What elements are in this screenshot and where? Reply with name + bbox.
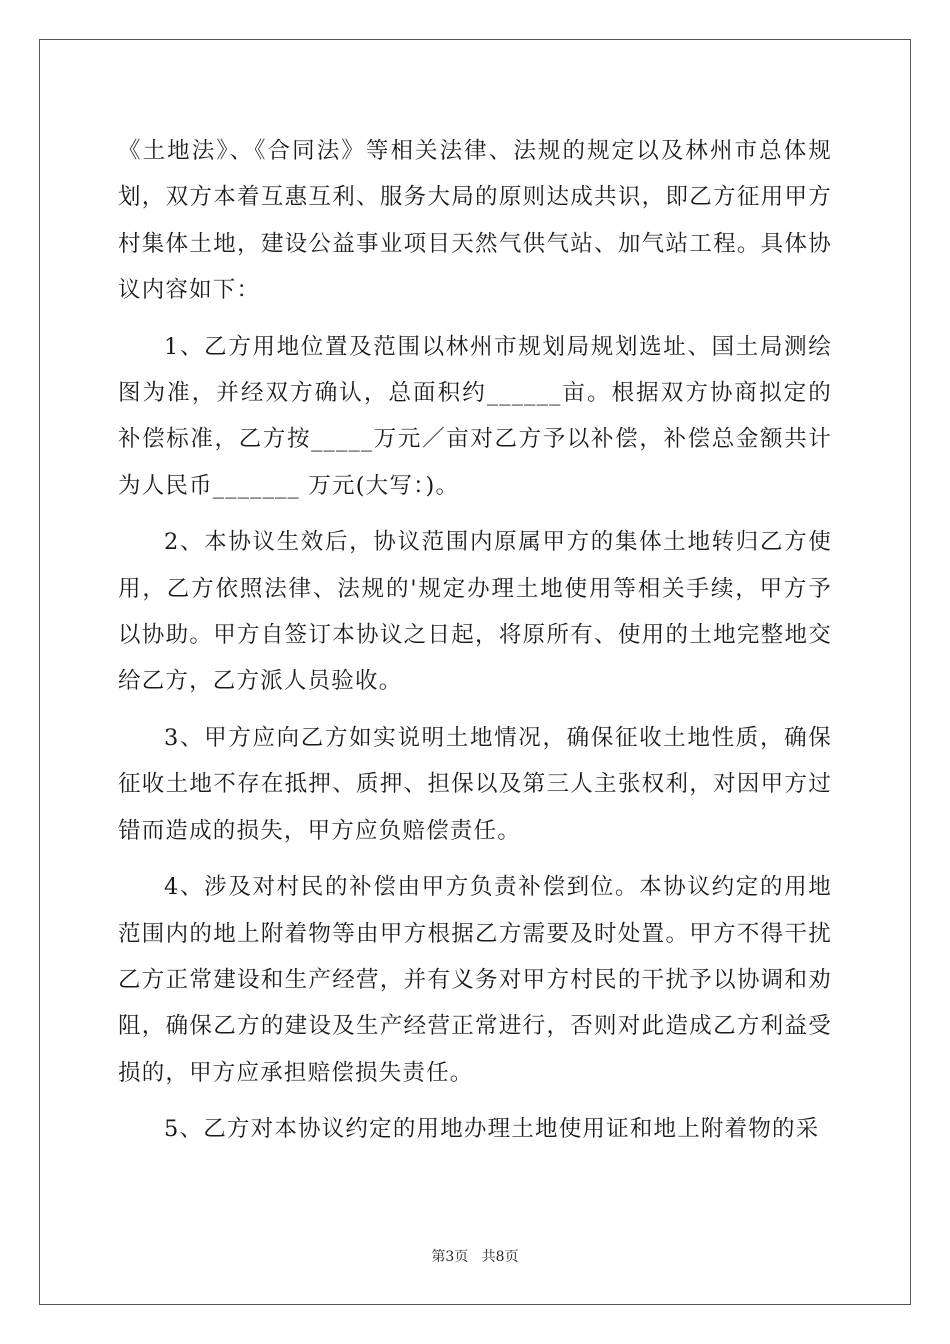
document-body bbox=[118, 128, 832, 1163]
paragraph-clause-1: 1、乙方用地位置及范围以林州市规划局规划选址、国土局测绘图为准，并经双方确认，总面积约______亩。根据双方协商拟定的补偿标准，乙方按_____万元／亩对乙方予以补偿，补偿总金额共计为人民币_______ 万元(大写：)。 bbox=[118, 333, 832, 499]
paragraph-clause-4: 4、涉及对村民的补偿由甲方负责补偿到位。本协议约定的用地范围内的地上附着物等由甲方根据乙方需要及时处置。甲方不得干扰乙方正常建设和生产经营，并有义务对甲方村民的干扰予以协调和劝阻，确保乙方的建设及生产经营正常进行，否则对此造成乙方利益受损的，甲方应承担赔偿损失责任。 bbox=[118, 874, 832, 1086]
paragraph-clause-5: 5、乙方对本协议约定的用地办理土地使用证和地上附着物的采 bbox=[164, 1116, 820, 1143]
paragraph-clause-2: 2、本协议生效后，协议范围内原属甲方的集体土地转归乙方使用，乙方依照法律、法规的'规定办理土地使用等相关手续，甲方予以协助。甲方自签订本协议之日起，将原所有、使用的土地完整地交给乙方，乙方派人员验收。 bbox=[118, 529, 832, 695]
page-number-footer: 第3页 共8页 bbox=[431, 1249, 519, 1265]
paragraph-intro: 《土地法》、《合同法》等相关法律、法规的规定以及林州市总体规划，双方本着互惠互利、服务大局的原则达成共识，即乙方征用甲方村集体土地，建设公益事业项目天然气供气站、加气站工程。具体协议内容如下： bbox=[118, 138, 832, 303]
paragraph-clause-3: 3、甲方应向乙方如实说明土地情况，确保征收土地性质，确保征收土地不存在抵押、质押、担保以及第三人主张权利，对因甲方过错而造成的损失，甲方应负赔偿责任。 bbox=[118, 725, 832, 844]
